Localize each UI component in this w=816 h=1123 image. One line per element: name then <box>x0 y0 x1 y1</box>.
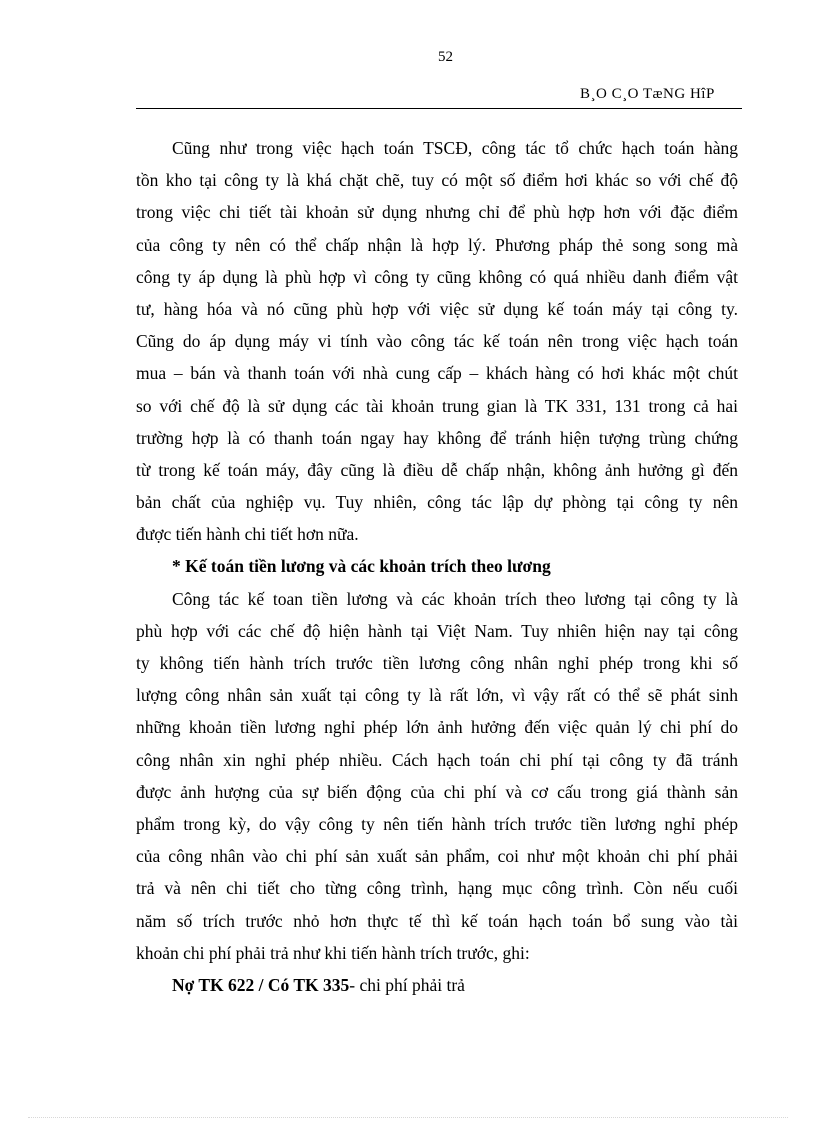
paragraph-line: công ty áp dụng là phù hợp vì công ty cũng không có quá nhiều danh điểm vật <box>136 266 738 287</box>
page-number: 52 <box>438 49 453 65</box>
paragraph-line: khoản chi phí phải trả như khi tiến hành trích trước, ghi: <box>136 942 530 963</box>
paragraph-line: ty không tiến hành trích trước tiền lương công nhân nghỉ phép trong khi số <box>136 653 738 673</box>
paragraph-line: Cũng do áp dụng máy vi tính vào công tác kế toán nên trong việc hạch toán <box>136 331 738 352</box>
paragraph-line: công nhân xin nghỉ phép nhiều. Cách hạch toán chi phí tại công ty đã tránh <box>136 749 738 770</box>
journal-entry-accounts: Nợ TK 622 / Có TK 335 <box>172 974 350 995</box>
paragraph-line: trả và nên chi tiết cho từng công trình, hạng mục công trình. Còn nếu cuối <box>136 878 738 899</box>
paragraph-line: năm số trích trước nhỏ hơn thực tế thì kế toán hạch toán bổ sung vào tài <box>136 910 738 931</box>
paragraph-line: phẩm trong kỳ, do vậy công ty nên tiến hành trích trước tiền lương nghỉ phép <box>136 813 738 834</box>
paragraph-line: những khoản tiền lương nghỉ phép lớn ảnh hưởng đến việc quản lý chi phí do <box>136 717 738 738</box>
document-body <box>136 132 738 1001</box>
header-divider <box>136 108 742 109</box>
paragraph-line: tồn kho tại công ty là khá chặt chẽ, tuy có một số điểm hơi khác so với chế độ <box>136 170 738 191</box>
journal-entry-description: - chi phí phải trả <box>349 974 465 995</box>
paragraph-line: của công ty nên có thể chấp nhận là hợp lý. Phương pháp thẻ song song mà <box>136 234 738 255</box>
section-heading: * Kế toán tiền lương và các khoản trích theo lương <box>172 556 551 577</box>
paragraph-line: được tiến hành chi tiết hơn nữa. <box>136 524 359 545</box>
paragraph-line: được ảnh hượng của sự biến động của chi phí và cơ cấu trong giá thành sản <box>136 781 738 802</box>
paragraph-line: của công nhân vào chi phí sản xuất sản phẩm, coi như một khoản chi phí phải <box>136 846 738 867</box>
paragraph-line: bản chất của nghiệp vụ. Tuy nhiên, công tác lập dự phòng tại công ty nên <box>136 492 738 513</box>
paragraph-line: Cũng như trong việc hạch toán TSCĐ, công tác tổ chức hạch toán hàng <box>172 138 738 158</box>
paragraph-line: mua – bán và thanh toán với nhà cung cấp – khách hàng có hơi khác một chút <box>136 363 738 384</box>
paragraph-line: lượng công nhân sản xuất tại công ty là rất lớn, vì vậy rất có thể sẽ phát sinh <box>136 685 738 706</box>
paragraph-line: Công tác kế toan tiền lương và các khoản trích theo lương tại công ty là <box>172 588 738 609</box>
paragraph-line: trường hợp là có thanh toán ngay hay không để tránh hiện tượng trùng chứng <box>136 427 738 448</box>
journal-entry <box>136 969 738 1001</box>
paragraph-line: phù hợp với các chế độ hiện hành tại Việt Nam. Tuy nhiên hiện nay tại công <box>136 620 738 641</box>
page-bottom-border <box>28 1117 788 1118</box>
paragraph-line: tư, hàng hóa và nó cũng phù hợp với việc sử dụng kế toán máy tại công ty. <box>136 298 738 319</box>
paragraph-line: từ trong kế toán máy, đây cũng là điều dễ chấp nhận, không ảnh hưởng gì đến <box>136 459 738 480</box>
paragraph-line: trong việc chi tiết tài khoản sử dụng nhưng chỉ để phù hợp hơn với đặc điểm <box>136 202 738 223</box>
paragraph-line: so với chế độ là sử dụng các tài khoản trung gian là TK 331, 131 trong cả hai <box>136 395 738 416</box>
header-title: B¸O C¸O TæNG HîP <box>580 86 715 102</box>
